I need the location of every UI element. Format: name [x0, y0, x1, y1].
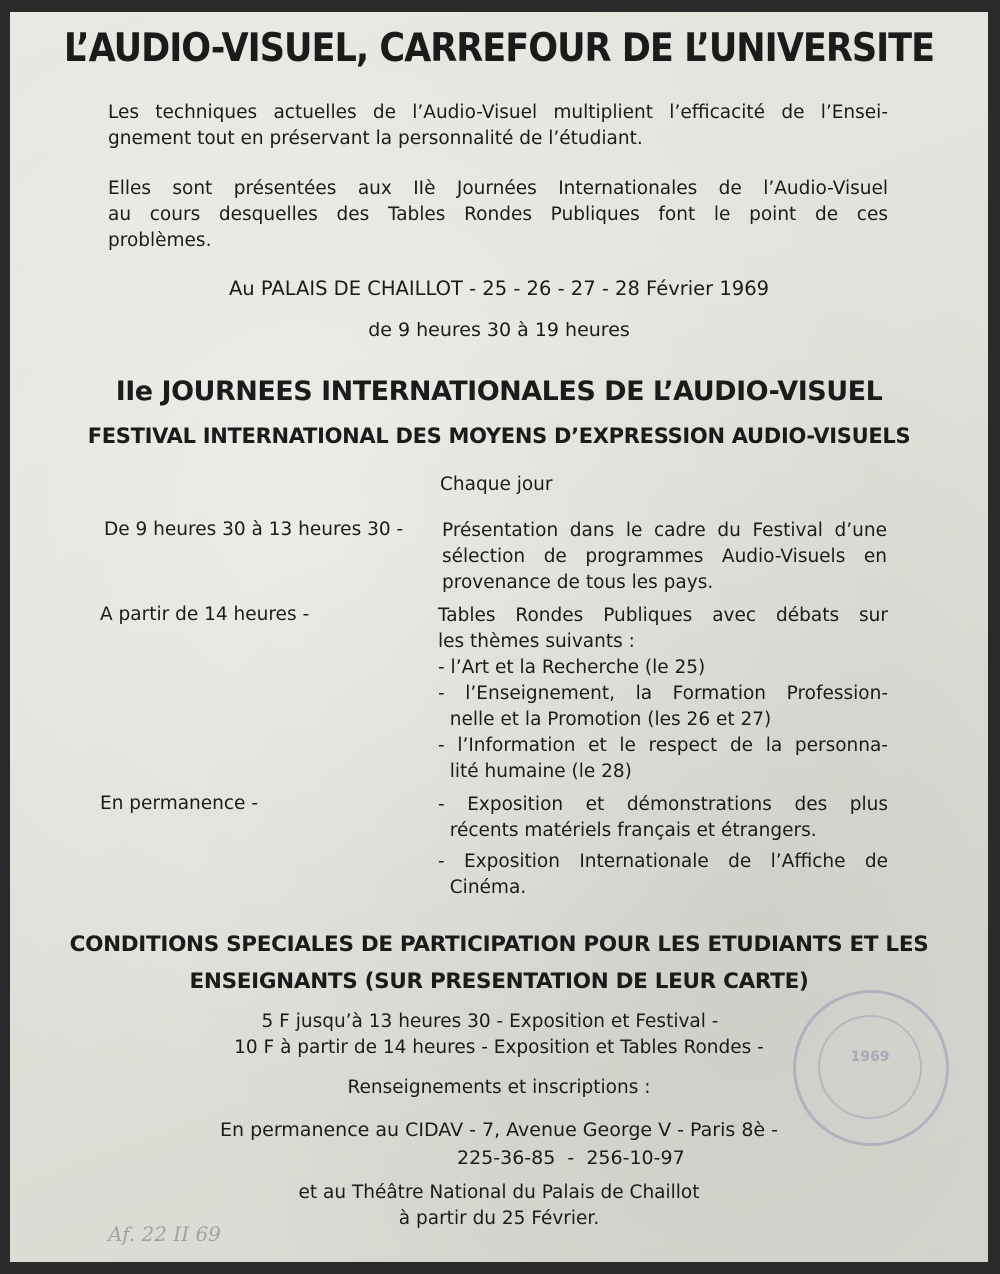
- archive-stamp: [793, 990, 949, 1146]
- info-theatre: et au Théâtre National du Palais de Chaillot: [298, 1182, 700, 1203]
- subheadline: FESTIVAL INTERNATIONAL DES MOYENS D’EXPRESSION AUDIO-VISUELS: [87, 424, 911, 448]
- schedule-permanent-text-2: [438, 849, 888, 901]
- schedule-afternoon-label: A partir de 14 heures -: [100, 604, 310, 625]
- exhibit-item-cont: récents matériels français et étrangers.: [438, 820, 817, 841]
- headline: IIe JOURNEES INTERNATIONALES DE L’AUDIO-VISUEL: [115, 376, 883, 407]
- schedule-morning-text: [442, 518, 887, 570]
- archive-stamp-inner-ring: [818, 1015, 922, 1119]
- schedule-line: sélection de programmes Audio-Visuels en: [442, 546, 887, 567]
- schedule-permanent-label: En permanence -: [100, 793, 258, 814]
- poster-sheet: [10, 12, 988, 1262]
- exhibit-item: - Exposition et démonstrations des plus: [438, 794, 888, 815]
- theme-item: - l’Enseignement, la Formation Profession-: [438, 683, 888, 704]
- theme-item-cont: nelle et la Promotion (les 26 et 27): [438, 709, 772, 730]
- hours-line: de 9 heures 30 à 19 heures: [368, 319, 630, 341]
- intro-paragraph-1-end: [108, 126, 888, 152]
- exhibit-item-cont: Cinéma.: [438, 877, 527, 898]
- schedule-line: les thèmes suivants :: [438, 631, 635, 652]
- conditions-heading-line: CONDITIONS SPECIALES DE PARTICIPATION POUR LES ETUDIANTS ET LES: [69, 932, 929, 957]
- venue-line: Au PALAIS DE CHAILLOT - 25 - 26 - 27 - 28 Février 1969: [228, 277, 770, 300]
- schedule-permanent-text-1: [438, 792, 888, 844]
- intro-line: problèmes.: [108, 230, 212, 251]
- info-heading: Renseignements et inscriptions :: [347, 1077, 651, 1098]
- intro-line: gnement tout en préservant la personnalité de l’étudiant.: [108, 128, 643, 149]
- price-item: 5 F jusqu’à 13 heures 30 - Exposition et Festival -: [261, 1011, 719, 1032]
- theme-item-cont: lité humaine (le 28): [438, 761, 632, 782]
- schedule-morning-text-end: provenance de tous les pays.: [442, 572, 714, 593]
- archive-stamp-text: 1969: [850, 1049, 890, 1065]
- schedule-header: Chaque jour: [440, 474, 553, 495]
- schedule-line: Tables Rondes Publiques avec débats sur: [438, 605, 888, 626]
- price-item: 10 F à partir de 14 heures - Exposition et Tables Rondes -: [234, 1037, 764, 1058]
- schedule-morning-label: De 9 heures 30 à 13 heures 30 -: [104, 519, 404, 540]
- intro-paragraph-2: [108, 176, 888, 228]
- intro-line: Elles sont présentées aux IIè Journées Internationales de l’Audio-Visuel: [108, 178, 888, 199]
- exhibit-item: - Exposition Internationale de l’Affiche de: [438, 851, 888, 872]
- conditions-heading-line: ENSEIGNANTS (SUR PRESENTATION DE LEUR CARTE): [189, 969, 809, 994]
- intro-paragraph-2-end: [108, 228, 888, 254]
- intro-paragraph-1: [108, 100, 888, 126]
- info-phones: 225-36-85 - 256-10-97: [457, 1147, 685, 1169]
- schedule-afternoon-text: [438, 603, 888, 785]
- poster-title: L’AUDIO-VISUEL, CARREFOUR DE L’UNIVERSITE: [63, 26, 935, 71]
- conditions-heading: [10, 926, 988, 1000]
- info-address: En permanence au CIDAV - 7, Avenue George V - Paris 8è -: [219, 1119, 778, 1141]
- intro-line: Les techniques actuelles de l’Audio-Visuel multiplient l’efficacité de l’Ensei-: [108, 102, 888, 123]
- info-date: à partir du 25 Février.: [398, 1208, 600, 1229]
- theme-item: - l’Art et la Recherche (le 25): [438, 657, 706, 678]
- theme-item: - l’Information et le respect de la personna-: [438, 735, 888, 756]
- intro-line: au cours desquelles des Tables Rondes Publiques font le point de ces: [108, 204, 888, 225]
- pencil-annotation: Af. 22 II 69: [108, 1222, 221, 1246]
- schedule-line: Présentation dans le cadre du Festival d’une: [442, 520, 887, 541]
